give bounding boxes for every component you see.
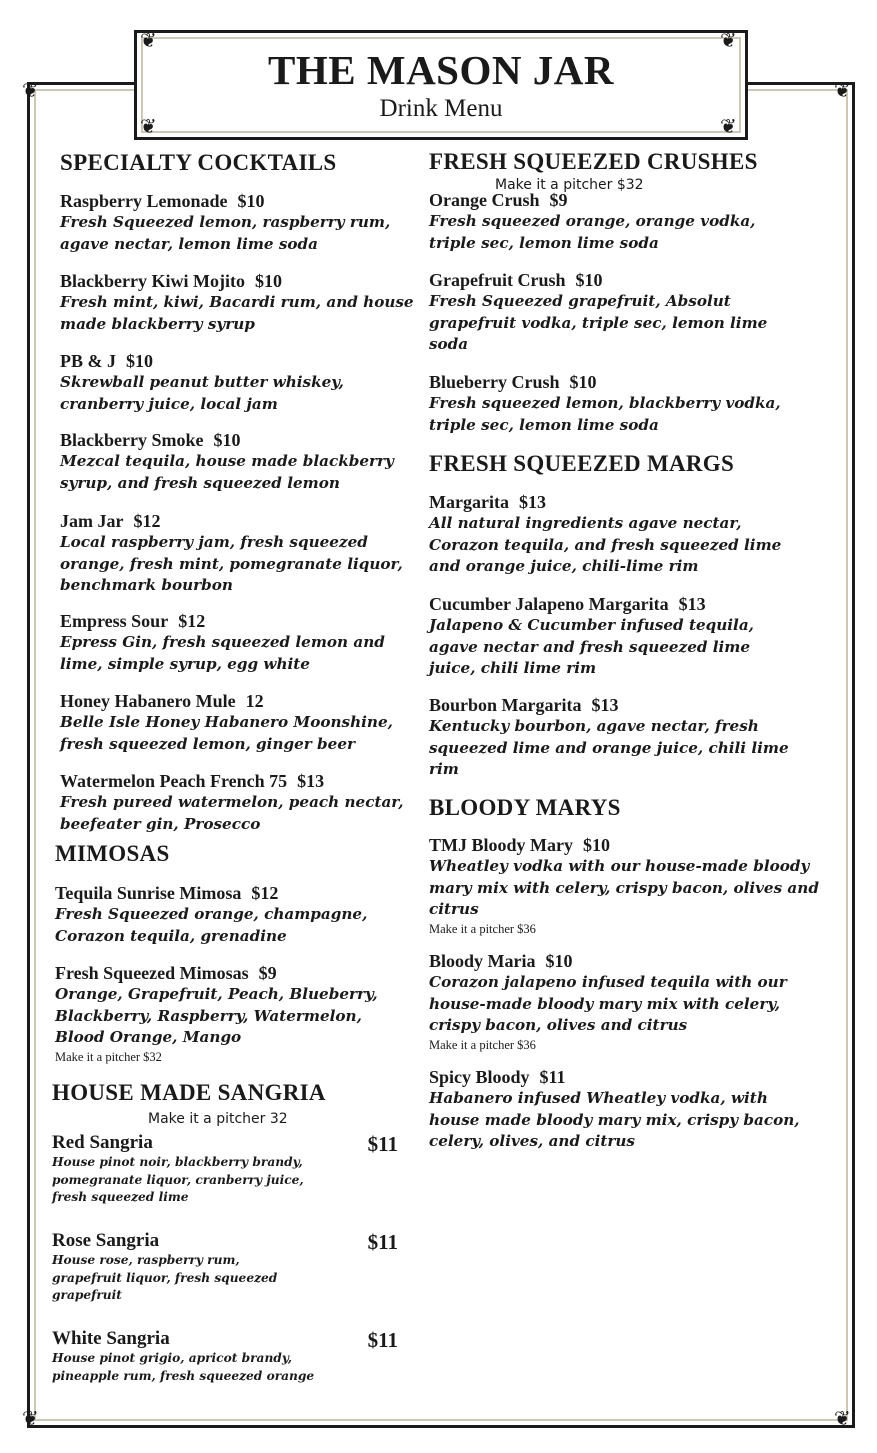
- menu-item: [60, 429, 420, 494]
- item-description: Fresh squeezed orange, orange vodka, triple sec, lemon lime soda: [429, 212, 756, 252]
- item-description: All natural ingredients agave nectar, Corazon tequila, and fresh squeezed lime and orange juice, chili-lime rim: [429, 514, 782, 575]
- menu-item: [429, 694, 801, 781]
- item-price: $13: [518, 492, 546, 512]
- item-name: Red Sangria: [52, 1132, 153, 1153]
- menu-item: [429, 189, 801, 254]
- menu-item: [60, 350, 420, 415]
- item-price: $11: [367, 1328, 398, 1352]
- menu-item: [429, 1066, 801, 1153]
- item-name: Orange Crush: [429, 190, 540, 210]
- item-description: House rose, raspberry rum, grapefruit liquor, fresh squeezed grapefruit: [52, 1253, 278, 1302]
- section-title-bloody: BLOODY MARYS: [429, 795, 621, 820]
- item-description: Fresh Squeezed orange, champagne, Corazon tequila, grenadine: [55, 905, 368, 945]
- item-name: Tequila Sunrise Mimosa: [55, 883, 242, 903]
- item-price: 12: [245, 691, 264, 711]
- item-description: House pinot grigio, apricot brandy, pineapple rum, fresh squeezed orange: [52, 1351, 315, 1383]
- item-description: Jalapeno & Cucumber infused tequila, agave nectar and fresh squeezed lime juice, chili lime rim: [429, 616, 754, 677]
- item-name: Watermelon Peach French 75: [60, 771, 288, 791]
- item-name: White Sangria: [52, 1328, 170, 1349]
- item-price: $12: [133, 511, 161, 531]
- item-name: Jam Jar: [60, 511, 124, 531]
- item-name: Bourbon Margarita: [429, 695, 582, 715]
- item-description: Mezcal tequila, house made blackberry syrup, and fresh squeezed lemon: [60, 452, 394, 492]
- item-price: $10: [237, 191, 265, 211]
- item-price: $10: [213, 430, 241, 450]
- menu-item: [60, 510, 420, 597]
- item-description: Fresh pureed watermelon, peach nectar, beefeater gin, Prosecco: [60, 793, 404, 833]
- menu-item: [52, 1328, 398, 1385]
- menu-item: [60, 690, 420, 755]
- item-name: Bloody Maria: [429, 951, 536, 971]
- menu-item: [429, 593, 801, 680]
- page-title: THE MASON JAR: [268, 47, 614, 93]
- item-description: Kentucky bourbon, agave nectar, fresh squeezed lime and orange juice, chili lime rim: [429, 717, 789, 778]
- item-name: PB & J: [60, 351, 116, 371]
- item-name: Fresh Squeezed Mimosas: [55, 963, 249, 983]
- item-name: Blackberry Kiwi Mojito: [60, 271, 245, 291]
- menu-item: [55, 882, 415, 947]
- item-description: Orange, Grapefruit, Peach, Blueberry, Blackberry, Raspberry, Watermelon, Blood Orange, Mango: [55, 985, 378, 1046]
- item-price: $10: [126, 351, 153, 371]
- item-price: $12: [178, 611, 206, 631]
- item-description: Skrewball peanut butter whiskey, cranberry juice, local jam: [60, 373, 344, 413]
- item-description: Fresh Squeezed lemon, raspberry rum, agave nectar, lemon lime soda: [60, 213, 391, 253]
- item-description: Fresh squeezed lemon, blackberry vodka, triple sec, lemon lime soda: [429, 394, 781, 434]
- item-price: $11: [539, 1067, 566, 1087]
- menu-item: [55, 962, 415, 1065]
- item-price: $13: [297, 771, 325, 791]
- item-price: $13: [678, 594, 706, 614]
- item-name: Grapefruit Crush: [429, 270, 566, 290]
- item-description: Corazon jalapeno infused tequila with our house-made bloody mary mix with celery, crispy bacon, olives and citrus: [429, 973, 787, 1034]
- menu-item: [52, 1230, 398, 1305]
- item-price: $11: [367, 1230, 398, 1254]
- item-name: Blueberry Crush: [429, 372, 560, 392]
- menu-item: [429, 269, 801, 356]
- menu-item: [60, 270, 420, 335]
- item-name: Blackberry Smoke: [60, 430, 204, 450]
- item-name: Honey Habanero Mule: [60, 691, 236, 711]
- crushes-pitcher-note: Make it a pitcher $32: [495, 177, 644, 193]
- section-title-margs: FRESH SQUEEZED MARGS: [429, 451, 735, 476]
- menu-item: [52, 1132, 398, 1207]
- item-price: $12: [251, 883, 279, 903]
- item-price: $11: [367, 1132, 398, 1156]
- item-description: Fresh Squeezed grapefruit, Absolut grapefruit vodka, triple sec, lemon lime soda: [429, 292, 768, 353]
- item-name: Margarita: [429, 492, 509, 512]
- menu-item: [429, 491, 801, 578]
- item-description: Epress Gin, fresh squeezed lemon and lime, simple syrup, egg white: [60, 633, 385, 673]
- item-price: $10: [254, 271, 282, 291]
- item-description: Fresh mint, kiwi, Bacardi rum, and house made blackberry syrup: [60, 293, 414, 333]
- corner-flourish-icon: ❦: [22, 1406, 39, 1430]
- item-name: Raspberry Lemonade: [60, 191, 228, 211]
- menu-header: [134, 30, 748, 140]
- header-flourish-icon: ❦: [140, 28, 157, 52]
- pitcher-note: Make it a pitcher $36: [429, 921, 536, 936]
- header-flourish-icon: ❦: [720, 114, 737, 138]
- section-title-sangria: HOUSE MADE SANGRIA: [52, 1080, 326, 1105]
- page-subtitle: Drink Menu: [379, 95, 503, 122]
- section-title-crushes: FRESH SQUEEZED CRUSHES: [429, 149, 758, 174]
- item-price: $13: [591, 695, 619, 715]
- item-price: $10: [545, 951, 573, 971]
- menu-item: [429, 834, 819, 937]
- corner-flourish-icon: ❦: [834, 78, 851, 102]
- corner-flourish-icon: ❦: [834, 1406, 851, 1430]
- item-name: Empress Sour: [60, 611, 169, 631]
- item-description: Belle Isle Honey Habanero Moonshine, fresh squeezed lemon, ginger beer: [60, 713, 393, 753]
- menu-item: [60, 190, 420, 255]
- item-description: House pinot noir, blackberry brandy, pomegranate liquor, cranberry juice, fresh squeezed lime: [52, 1155, 304, 1204]
- menu-item: [60, 770, 420, 835]
- item-price: $10: [575, 270, 603, 290]
- item-name: Rose Sangria: [52, 1230, 160, 1251]
- item-description: Habanero infused Wheatley vodka, with house made bloody mary mix, crispy bacon, celery, olives, and citrus: [429, 1089, 800, 1150]
- menu-item: [429, 950, 819, 1053]
- item-price: $10: [569, 372, 597, 392]
- item-name: TMJ Bloody Mary: [429, 835, 573, 855]
- item-name: Cucumber Jalapeno Margarita: [429, 594, 669, 614]
- item-description: Wheatley vodka with our house-made bloody mary mix with celery, crispy bacon, olives and citrus: [429, 857, 819, 918]
- header-flourish-icon: ❦: [720, 28, 737, 52]
- item-price: $10: [583, 835, 610, 855]
- item-price: $9: [258, 963, 277, 983]
- menu-item: [429, 371, 801, 436]
- item-price: $9: [549, 190, 568, 210]
- corner-flourish-icon: ❦: [22, 78, 39, 102]
- menu-item: [60, 610, 420, 675]
- section-title-mimosas: MIMOSAS: [55, 841, 170, 866]
- item-description: Local raspberry jam, fresh squeezed orange, fresh mint, pomegranate liquor, benchmark bourbon: [60, 533, 403, 594]
- pitcher-note: Make it a pitcher $36: [429, 1037, 536, 1052]
- sangria-pitcher-note: Make it a pitcher 32: [148, 1111, 288, 1127]
- pitcher-note: Make it a pitcher $32: [55, 1049, 162, 1064]
- item-name: Spicy Bloody: [429, 1067, 530, 1087]
- header-flourish-icon: ❦: [140, 114, 157, 138]
- section-title-specialty: SPECIALTY COCKTAILS: [60, 150, 337, 175]
